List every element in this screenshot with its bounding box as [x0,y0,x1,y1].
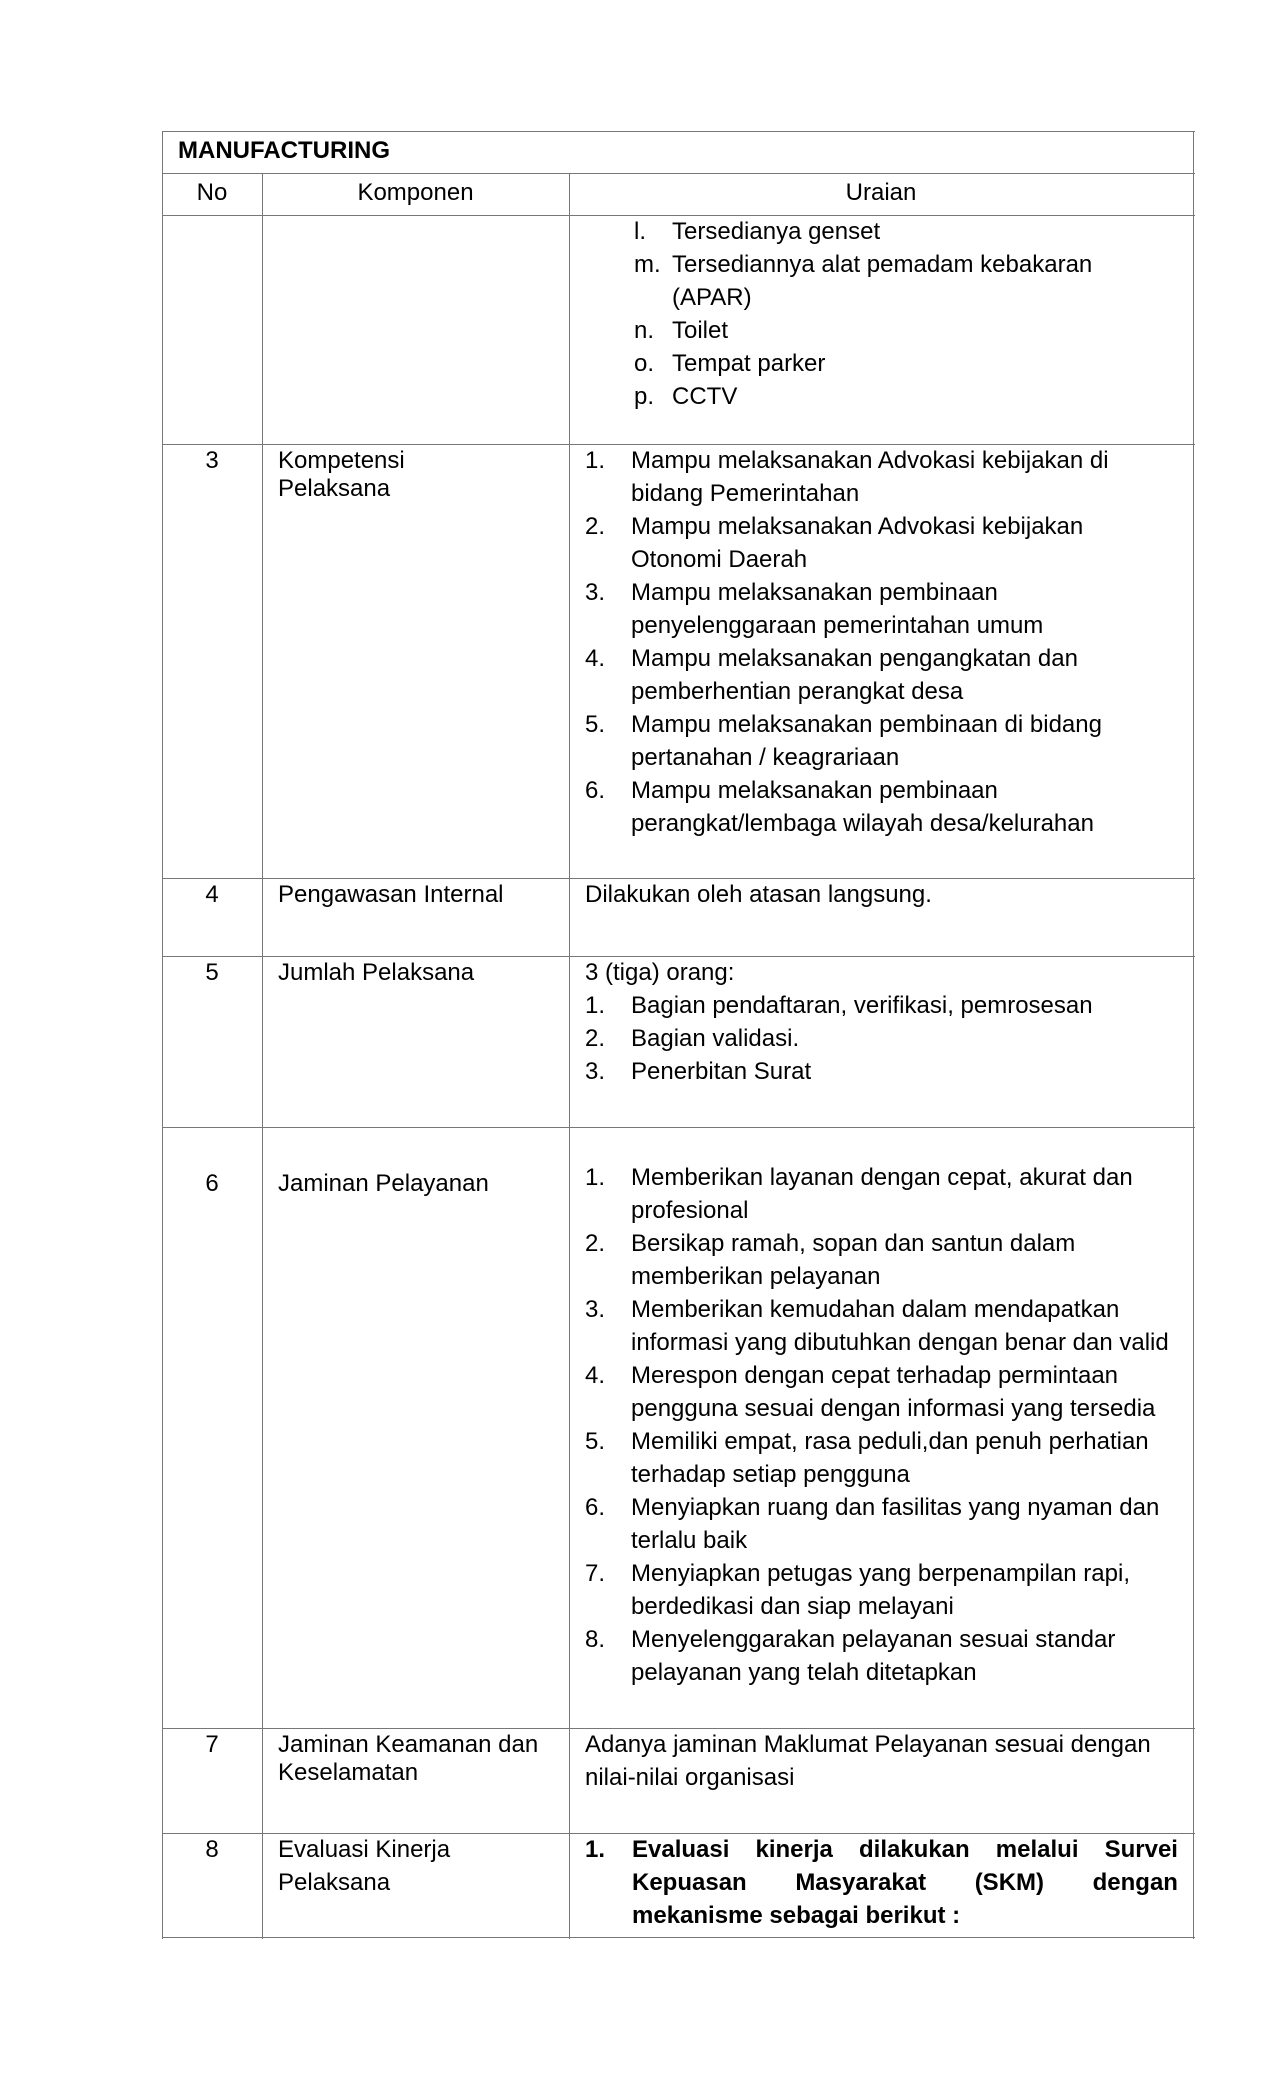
list-item: Tersedianya genset [672,218,881,245]
list-item-continued: informasi yang dibutuhkan dengan benar dan valid [631,1329,1169,1356]
row-number: 3 [205,447,219,474]
row-number: 5 [205,959,219,986]
list-item-continued: penyelenggaraan pemerintahan umum [631,612,1044,639]
list-item: Mampu melaksanakan Advokasi kebijakan di [631,447,1109,474]
list-item-continued: pengguna sesuai dengan informasi yang tersedia [631,1395,1156,1422]
list-item: Memberikan layanan dengan cepat, akurat dan [631,1164,1133,1191]
row-komponen: Jaminan Keamanan dan [278,1731,539,1758]
list-item-continued: perangkat/lembaga wilayah desa/kelurahan [631,810,1094,837]
list-marker: l. [634,218,646,245]
section-title: MANUFACTURING [178,137,390,164]
list-marker: 2. [585,1230,606,1257]
row-komponen: Kompetensi [278,447,405,474]
word: kinerja [755,1836,833,1863]
list-marker: 2. [585,513,606,540]
list-item: Mampu melaksanakan pengangkatan dan [631,645,1078,672]
header-no: No [196,179,228,206]
list-item-continued: pemberhentian perangkat desa [631,678,964,705]
list-item-continued: pertanahan / keagrariaan [631,744,900,771]
list-marker: 8. [585,1626,606,1653]
manufacturing-table [162,131,1195,1939]
list-marker: 1. [585,992,606,1019]
justified-line-2 [632,1866,1178,1900]
list-item: Mampu melaksanakan pembinaan [631,579,998,606]
table-border-bottom [162,1937,1195,1938]
list-item: Mampu melaksanakan Advokasi kebijakan [631,513,1084,540]
list-item: Menyiapkan petugas yang berpenampilan rapi, [631,1560,1130,1587]
list-item: Bersikap ramah, sopan dan santun dalam [631,1230,1076,1257]
list-marker: n. [634,317,655,344]
header-komponen: Komponen [357,179,474,206]
row-uraian: Adanya jaminan Maklumat Pelayanan sesuai dengan [585,1731,1151,1758]
list-marker: 3. [585,1058,606,1085]
list-marker: m. [634,251,661,278]
word: Masyarakat [795,1869,927,1896]
row-komponen: Evaluasi Kinerja [278,1836,451,1863]
list-marker: 3. [585,1296,606,1323]
list-item: Memiliki empat, rasa peduli,dan penuh perhatian [631,1428,1149,1455]
word: Kepuasan [632,1869,747,1896]
list-marker: 4. [585,1362,606,1389]
word: melalui [995,1836,1079,1863]
word: Survei [1104,1836,1178,1863]
list-marker: 2. [585,1025,606,1052]
list-item: Menyelenggarakan pelayanan sesuai standar [631,1626,1116,1653]
list-item-continued: berdedikasi dan siap melayani [631,1593,954,1620]
row-komponen-continued: Pelaksana [278,475,391,502]
list-marker: 1. [585,447,606,474]
word: (SKM) [974,1869,1045,1896]
list-item: Penerbitan Surat [631,1058,812,1085]
list-marker: 1. [585,1836,606,1863]
row-komponen: Pengawasan Internal [278,881,504,908]
list-item-continued: terlalu baik [631,1527,748,1554]
header-uraian: Uraian [845,179,917,206]
list-marker: o. [634,350,655,377]
list-item: Toilet [672,317,729,344]
table-border-left [162,131,163,1939]
list-item: CCTV [672,383,738,410]
row-number: 6 [205,1170,219,1197]
table-border-top [162,131,1195,132]
row-komponen: Jumlah Pelaksana [278,959,475,986]
list-marker: 1. [585,1164,606,1191]
list-marker: 5. [585,711,606,738]
justified-line-1 [632,1833,1178,1867]
row-number: 4 [205,881,219,908]
row-divider [162,173,1195,174]
column-divider [569,173,570,1939]
list-item: Tempat parker [672,350,826,377]
list-item-continued: bidang Pemerintahan [631,480,860,507]
list-item: Memberikan kemudahan dalam mendapatkan [631,1296,1120,1323]
list-item-continued: (APAR) [672,284,752,311]
list-item: Mampu melaksanakan pembinaan di bidang [631,711,1102,738]
list-marker: 6. [585,777,606,804]
row-number: 7 [205,1731,219,1758]
list-marker: 6. [585,1494,606,1521]
list-item-continued: mekanisme sebagai berikut : [632,1902,961,1929]
list-item: Bagian validasi. [631,1025,800,1052]
row-komponen-continued: Keselamatan [278,1759,419,1786]
table-border-right [1193,131,1194,1939]
list-item: Bagian pendaftaran, verifikasi, pemrosesan [631,992,1093,1019]
list-item-continued: terhadap setiap pengguna [631,1461,910,1488]
list-item: Mampu melaksanakan pembinaan [631,777,998,804]
list-item: Merespon dengan cepat terhadap permintaan [631,1362,1119,1389]
word: dengan [1092,1869,1178,1896]
list-item-continued: profesional [631,1197,749,1224]
list-item-continued: pelayanan yang telah ditetapkan [631,1659,977,1686]
list-item-continued: Otonomi Daerah [631,546,808,573]
row-uraian: 3 (tiga) orang: [585,959,735,986]
list-marker: 5. [585,1428,606,1455]
word: Evaluasi [632,1836,730,1863]
row-divider [162,1127,1195,1128]
list-item: Tersediannya alat pemadam kebakaran [672,251,1093,278]
list-marker: 3. [585,579,606,606]
column-divider [262,173,263,1939]
row-komponen-continued: Pelaksana [278,1869,391,1896]
row-komponen: Jaminan Pelayanan [278,1170,489,1197]
row-uraian-continued: nilai-nilai organisasi [585,1764,795,1791]
list-marker: 7. [585,1560,606,1587]
list-item-continued: memberikan pelayanan [631,1263,881,1290]
list-marker: p. [634,383,655,410]
row-number: 8 [205,1836,219,1863]
list-marker: 4. [585,645,606,672]
word: dilakukan [858,1836,970,1863]
row-uraian: Dilakukan oleh atasan langsung. [585,881,932,908]
list-item: Menyiapkan ruang dan fasilitas yang nyaman dan [631,1494,1160,1521]
